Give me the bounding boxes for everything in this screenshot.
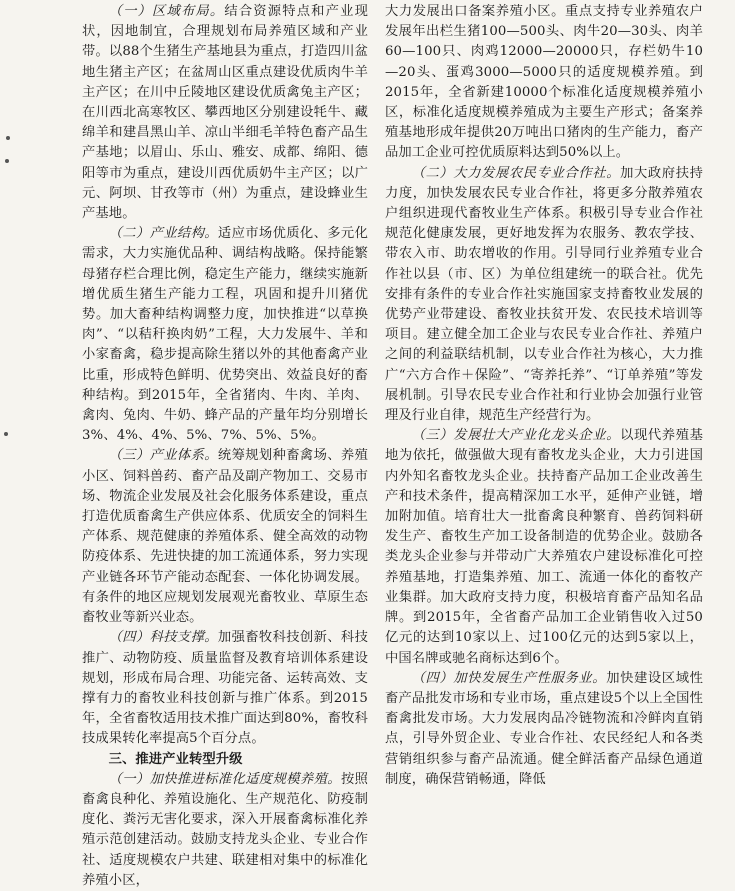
- paragraph-industrial-structure: [82, 224, 368, 446]
- paragraph-cooperatives: [385, 164, 703, 427]
- paragraph-continuation: 大力发展出口备案养殖小区。重点支持专业养殖农户发展年出栏生猪100—500头、肉牛20—30头、肉羊60—100只、肉鸡12000—20000只，存栏奶牛10—20头、蛋鸡3000—5000只的适度规模养殖。到2015年，全省新建10000个标准化适度规模养殖小区，标准化适度规模养殖成为主要生产形式；备案养殖基地形成年提供20万吨出口猪肉的生产能力，畜产品加工企业可控优质原料达到50%以上。: [385, 4, 703, 161]
- heading-leading-enterprises: （三）发展壮大产业化龙头企业。: [411, 428, 621, 444]
- heading-productive-services: （四）加快发展生产性服务业。: [411, 670, 607, 686]
- paragraph-regional-layout: [82, 2, 368, 224]
- paragraph-leading-enterprises: [385, 426, 703, 668]
- text-cooperatives: 加大政府扶持力度，加快发展农民专业合作社，将更多分散养殖农户组织进现代畜牧业生产体系。积极引导专业合作社规范化健康发展，更好地发挥为农服务、教农学技、带农入市、助农增收的作用。引导同行业养殖专业合作社以县（市、区）为单位组建统一的联合社。优先安排有条件的专业合作社实施国家支持畜牧业发展的优势产业带建设、畜牧业扶贫开发、农民技术培训等项目。建立健全加工企业与农民专业合作社、养殖户之间的利益联结机制，以专业合作社为核心，大力推广“六方合作＋保险”、“寄养托养”、“订单养殖”等发展机制。引导农民专业合作社和行业协会加强行业管理及行业自律，规范生产经营行为。: [385, 165, 703, 424]
- text-productive-services: 加快建设区域性畜产品批发市场和专业市场，重点建设5个以上全国性畜禽批发市场。大力发展肉品冷链物流和冷鲜肉直销点，引导外贸企业、专业合作社、农民经纪人和各类营销组织参与畜产品流通。健全鲜活畜产品绿色通道制度，确保营销畅通，降低: [385, 670, 703, 787]
- text-tech-support: 加强畜牧科技创新、科技推广、动物防疫、质量监督及教育培训体系建设规划，形成布局合理、功能完备、运转高效、支撑有力的畜牧业科技创新与推广体系。到2015年，全省畜牧适用技术推广面达到80%，畜牧科技成果转化率提高5个百分点。: [82, 630, 368, 747]
- text-industrial-system: 统筹规划种畜禽场、养殖小区、饲料兽药、畜产品及副产物加工、交易市场、物流企业发展及社会化服务体系建设，重点打造优质畜禽生产供应体系、优质安全的饲料生产体系、规范健康的养殖体系、健全高效的动物防疫体系、先进快捷的加工流通体系，努力实现产业链各环节产能动态配套、一体化协调发展。有条件的地区应规划发展观光畜牧业、草原生态畜牧业等新兴业态。: [82, 448, 368, 626]
- scan-speck: [6, 136, 10, 140]
- text-industrial-structure: 适应市场优质化、多元化需求，大力实施优品种、调结构战略。保持能繁母猪存栏合理比例，稳定生产能力，继续实施新增优质生猪生产能力工程，巩固和提升川猪优势。加大畜种结构调整力度，加快推进“以草换肉”、“以秸秆换肉奶”工程，大力发展牛、羊和小家畜禽，稳步提高除生猪以外的其他畜禽产业比重，形成特色鲜明、优势突出、效益良好的畜种结构。到2015年，全省猪肉、牛肉、羊肉、禽肉、兔肉、牛奶、蜂产品的产量年均分别增长3%、4%、4%、5%、7%、5%、5%。: [82, 226, 368, 444]
- text-regional-layout: 结合资源特点和产业现状，因地制宜，合理规划布局养殖区域和产业带。以88个生猪生产基地县为重点，打造四川盆地生猪主产区；在盆周山区重点建设优质肉牛羊主产区；在川中丘陵地区建设优质禽兔主产区；在川西北高寒牧区、攀西地区分别建设牦牛、藏绵羊和建昌黑山羊、凉山半细毛羊特色畜产品生产基地；以眉山、乐山、雅安、成都、绵阳、德阳等市为重点，建设川西优质奶牛主产区；以广元、阿坝、甘孜等市（州）为重点，建设蜂业生产基地。: [82, 4, 368, 222]
- heading-industrial-structure: （二）产业结构。: [108, 226, 218, 242]
- scan-speck: [5, 159, 9, 163]
- heading-regional-layout: （一）区域布局。: [108, 4, 225, 19]
- left-column: [82, 2, 368, 891]
- paragraph-tech-support: [82, 628, 368, 749]
- heading-tech-support: （四）科技支撑。: [108, 630, 218, 646]
- paragraph-industrial-system: [82, 446, 368, 628]
- text-standardized-farming: 按照畜禽良种化、养殖设施化、生产规范化、防疫制度化、粪污无害化要求，深入开展畜禽标准化养殖示范创建活动。鼓励支持龙头企业、专业合作社、适度规模农户共建、联建相对集中的标准化养殖小区，: [82, 771, 369, 888]
- paragraph-productive-services: [385, 669, 703, 790]
- heading-industrial-system: （三）产业体系。: [108, 448, 218, 464]
- right-column: [385, 2, 703, 790]
- paragraph-standardized-farming: [82, 770, 368, 891]
- text-leading-enterprises: 以现代养殖基地为依托，做强做大现有畜牧龙头企业，大力引进国内外知名畜牧龙头企业。扶持畜产品加工企业改善生产和技术条件，提高精深加工水平，延伸产业链，增加附加值。培育壮大一批畜禽良种繁育、兽药饲料研发生产、畜牧生产加工设备制造的优势企业。鼓励各类龙头企业参与并带动广大养殖农户建设标准化可控养殖基地，打造集养殖、加工、流通一体化的畜牧产业集群。加大政府支持力度，积极培育畜产品知名品牌。到2015年，全省畜产品加工企业销售收入过50亿元的达到10家以上、过100亿元的达到5家以上，中国名牌或驰名商标达到6个。: [385, 428, 703, 666]
- section-title: 三、推进产业转型升级: [108, 751, 243, 767]
- heading-standardized-farming: （一）加快推进标准化适度规模养殖。: [108, 771, 341, 787]
- scan-speck: [4, 432, 8, 436]
- heading-cooperatives: （二）大力发展农民专业合作社。: [411, 165, 621, 181]
